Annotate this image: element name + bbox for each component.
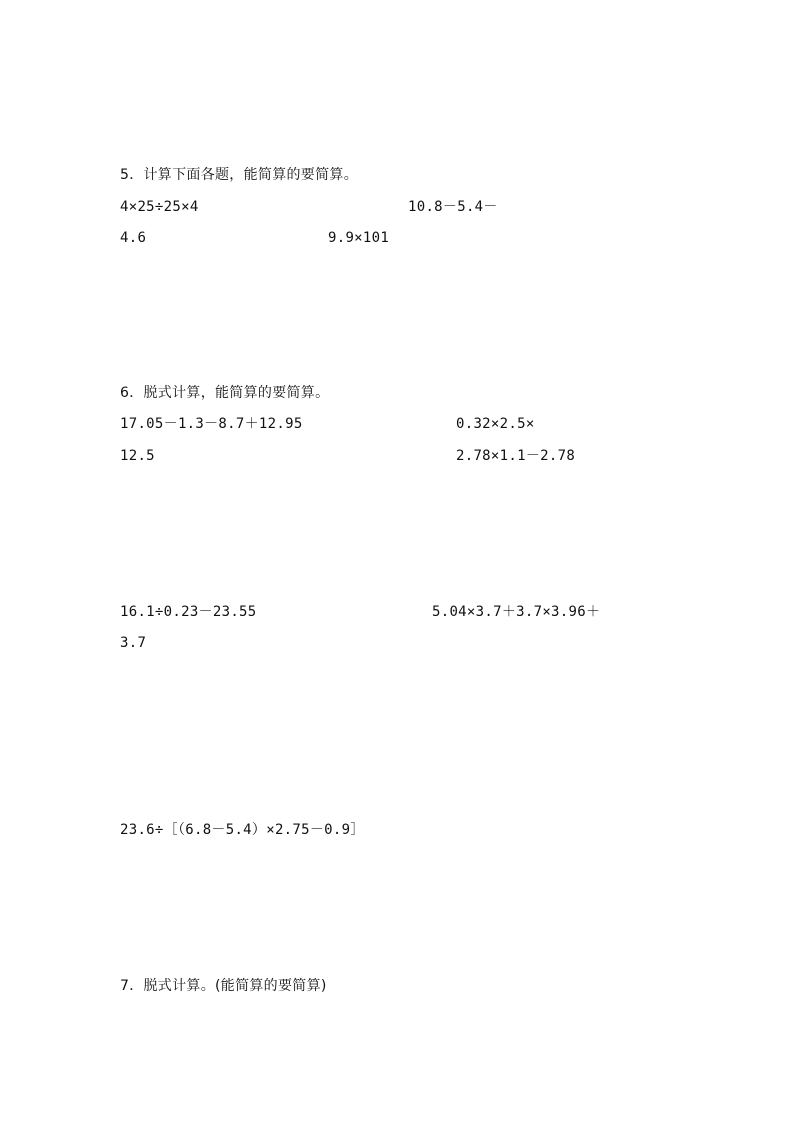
q6-expression-4: 16.1÷0.23－23.55 <box>120 604 257 620</box>
q6-expression-1: 17.05－1.3－8.7＋12.95 <box>120 416 303 432</box>
question-6-title: 6．脱式计算，能简算的要简算。 <box>120 385 330 401</box>
question-7-title: 7．脱式计算。(能简算的要简算) <box>120 978 327 994</box>
q5-expression-1: 4×25÷25×4 <box>120 199 199 215</box>
q6-expression-3: 2.78×1.1－2.78 <box>456 448 576 464</box>
q5-expression-3: 9.9×101 <box>328 230 390 246</box>
q5-expression-2-continued: 4.6 <box>120 230 147 246</box>
question-5-title: 5．计算下面各题，能简算的要简算。 <box>120 167 359 183</box>
q6-expression-2-continued: 12.5 <box>120 448 155 464</box>
q6-expression-5: 5.04×3.7＋3.7×3.96＋ <box>432 604 601 620</box>
q6-expression-2: 0.32×2.5× <box>456 416 535 432</box>
q5-expression-2: 10.8－5.4－ <box>408 199 498 215</box>
q6-expression-5-continued: 3.7 <box>120 635 147 651</box>
q6-expression-6: 23.6÷［（6.8－5.4）×2.75－0.9］ <box>120 822 365 838</box>
